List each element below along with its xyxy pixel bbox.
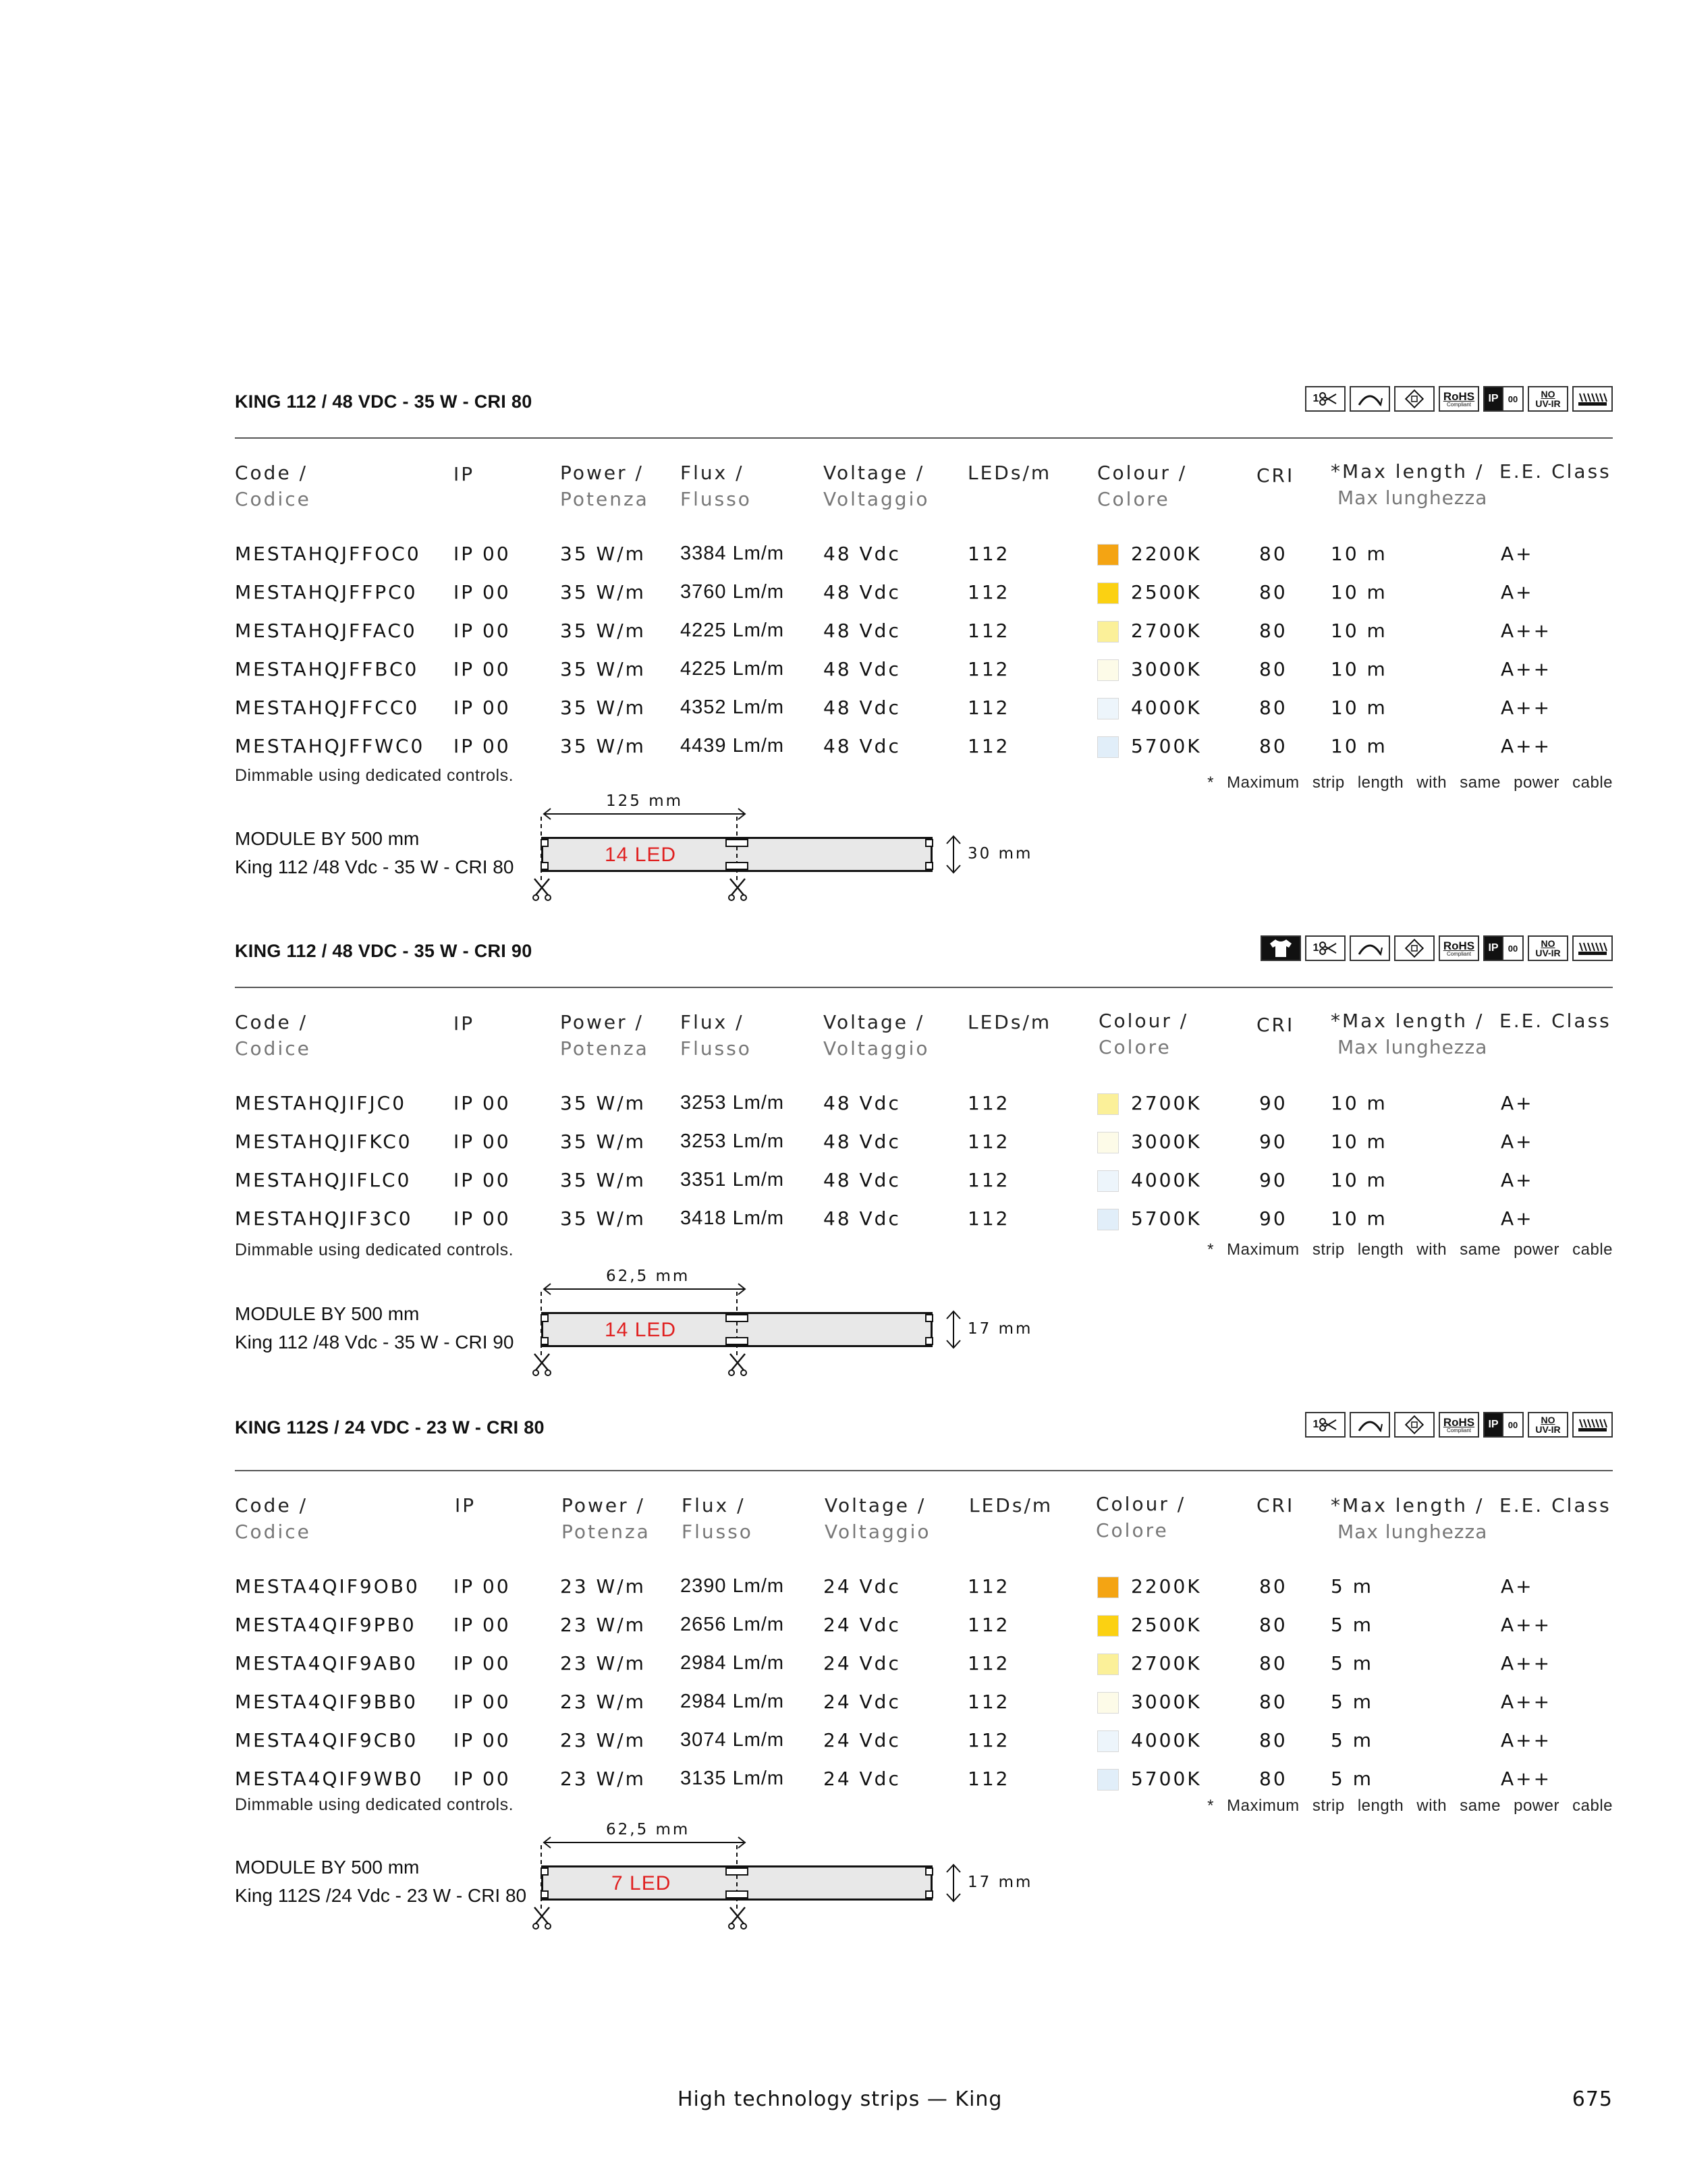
colour-swatch [1097, 1615, 1119, 1637]
rohs-icon: RoHS Compliant [1439, 1412, 1479, 1438]
header-voltage: Voltage / Voltaggio [823, 1011, 930, 1060]
header-cri: CRI [1256, 1014, 1295, 1036]
bendable-icon [1350, 386, 1390, 412]
cell-ip: IP 00 [453, 1092, 511, 1114]
header-cri: CRI [1256, 464, 1295, 487]
colour-swatch [1097, 582, 1119, 604]
width-arrow [943, 1863, 964, 1903]
cell-cri: 80 [1259, 1691, 1288, 1713]
feature-icons [1305, 386, 1613, 416]
cell-power: 23 W/m [560, 1768, 646, 1790]
header-colour: Colour / Colore [1099, 1010, 1189, 1058]
header-code: Code / Codice [235, 462, 311, 510]
cell-leds: 112 [968, 1207, 1010, 1230]
header-cri: CRI [1256, 1494, 1295, 1517]
cell-power: 35 W/m [560, 697, 646, 719]
cell-code: MESTAHQJFFCC0 [235, 697, 420, 719]
cell-colour: 5700K [1131, 1768, 1202, 1790]
ip-rating-icon: IP [1483, 935, 1503, 961]
header-voltage: Voltage / Voltaggio [825, 1494, 931, 1543]
dimmable-icon [1394, 1412, 1435, 1438]
module-subtitle: King 112 /48 Vdc - 35 W - CRI 90 [235, 1332, 514, 1353]
cell-maxlen: 10 m [1331, 1169, 1387, 1191]
colour-swatch [1097, 698, 1119, 719]
cell-code: MESTA4QIF9BB0 [235, 1691, 418, 1713]
cell-power: 35 W/m [560, 1092, 646, 1114]
colour-swatch [1097, 544, 1119, 566]
width-label: 17 mm [968, 1320, 1033, 1338]
cell-code: MESTA4QIF9OB0 [235, 1575, 420, 1598]
cell-power: 23 W/m [560, 1729, 646, 1751]
cell-cri: 90 [1259, 1207, 1288, 1230]
cell-eeclass: A++ [1501, 1652, 1552, 1674]
cell-code: MESTAHQJIFJC0 [235, 1092, 407, 1114]
cell-power: 23 W/m [560, 1652, 646, 1674]
cell-cri: 80 [1259, 543, 1288, 565]
cell-cri: 80 [1259, 1768, 1288, 1790]
cell-ip: IP 00 [453, 581, 511, 603]
cell-ip: IP 00 [453, 1652, 511, 1674]
page-number: 675 [1572, 2087, 1613, 2111]
cell-leds: 112 [968, 1169, 1010, 1191]
scissors-icon [532, 1353, 552, 1377]
cell-flux: 3135 Lm/m [680, 1768, 785, 1789]
module-title: MODULE BY 500 mm [235, 1303, 420, 1324]
cell-voltage: 24 Vdc [823, 1614, 901, 1636]
dimmable-note: Dimmable using dedicated controls. [235, 766, 514, 785]
colour-swatch [1097, 621, 1119, 643]
cell-cri: 80 [1259, 1575, 1288, 1598]
no-uvir-icon: NO UV-IR [1528, 1412, 1568, 1438]
cell-maxlen: 10 m [1331, 620, 1387, 642]
dimmable-note: Dimmable using dedicated controls. [235, 1240, 514, 1259]
cell-ip: IP 00 [453, 1614, 511, 1636]
colour-swatch [1097, 736, 1119, 758]
cell-code: MESTAHQJIFLC0 [235, 1169, 412, 1191]
section-title: KING 112S / 24 VDC - 23 W - CRI 80 [235, 1417, 545, 1438]
cell-eeclass: A+ [1501, 1169, 1534, 1191]
scissors-icon [727, 877, 748, 902]
cell-maxlen: 10 m [1331, 1207, 1387, 1230]
no-uvir-icon: NO UV-IR [1528, 935, 1568, 961]
cell-power: 35 W/m [560, 620, 646, 642]
cell-flux: 3351 Lm/m [680, 1169, 785, 1191]
cell-cri: 80 [1259, 1652, 1288, 1674]
header-code: Code / Codice [235, 1011, 311, 1060]
width-arrow [943, 1309, 964, 1350]
cell-maxlen: 5 m [1331, 1575, 1373, 1598]
cut-length-label: 62,5 mm [606, 1267, 690, 1285]
cell-flux: 3384 Lm/m [680, 543, 785, 564]
cell-flux: 2984 Lm/m [680, 1652, 785, 1674]
header-colour: Colour / Colore [1096, 1493, 1186, 1541]
ip-rating-icon: IP [1483, 1412, 1503, 1438]
scissors-icon [532, 1906, 552, 1930]
header-flux: Flux / Flusso [682, 1494, 753, 1543]
colour-swatch [1097, 1769, 1119, 1791]
cell-code: MESTA4QIF9AB0 [235, 1652, 418, 1674]
cell-eeclass: A+ [1501, 1092, 1534, 1114]
cell-leds: 112 [968, 1614, 1010, 1636]
cell-power: 35 W/m [560, 658, 646, 680]
cell-eeclass: A++ [1501, 1729, 1552, 1751]
cell-maxlen: 10 m [1331, 1130, 1387, 1153]
header-leds: LEDs/m [968, 1011, 1052, 1033]
cell-voltage: 48 Vdc [823, 1207, 901, 1230]
cell-flux: 3760 Lm/m [680, 581, 785, 603]
cell-colour: 2500K [1131, 581, 1202, 603]
cell-flux: 4439 Lm/m [680, 735, 785, 757]
section-title: KING 112 / 48 VDC - 35 W - CRI 80 [235, 391, 532, 412]
cell-colour: 3000K [1131, 1691, 1202, 1713]
cell-colour: 2200K [1131, 543, 1202, 565]
cell-leds: 112 [968, 1092, 1010, 1114]
cell-voltage: 24 Vdc [823, 1729, 901, 1751]
dimmable-icon [1394, 935, 1435, 961]
led-strip-icon [1572, 1412, 1613, 1438]
feature-icons [1261, 935, 1613, 965]
cell-colour: 2700K [1131, 620, 1202, 642]
max-length-footnote: * Maximum strip length with same power cable [1207, 1797, 1613, 1815]
section-title: KING 112 / 48 VDC - 35 W - CRI 90 [235, 941, 532, 961]
cell-leds: 112 [968, 735, 1010, 757]
cell-maxlen: 5 m [1331, 1729, 1373, 1751]
cell-voltage: 48 Vdc [823, 543, 901, 565]
cell-code: MESTAHQJFFBC0 [235, 658, 419, 680]
cell-colour: 4000K [1131, 1729, 1202, 1751]
cell-leds: 112 [968, 1652, 1010, 1674]
cell-code: MESTA4QIF9WB0 [235, 1768, 424, 1790]
cell-eeclass: A+ [1501, 1575, 1534, 1598]
cell-leds: 112 [968, 581, 1010, 603]
header-max-length: *Max length / Max lunghezza [1331, 1494, 1488, 1543]
header-code: Code / Codice [235, 1494, 311, 1543]
header-ip: IP [455, 1494, 476, 1517]
width-arrow [943, 834, 964, 875]
module-subtitle: King 112 /48 Vdc - 35 W - CRI 80 [235, 856, 514, 877]
cell-eeclass: A+ [1501, 1130, 1534, 1153]
rohs-icon: RoHS Compliant [1439, 935, 1479, 961]
cell-eeclass: A++ [1501, 620, 1552, 642]
header-max-length: *Max length / Max lunghezza [1331, 460, 1488, 509]
cell-power: 35 W/m [560, 543, 646, 565]
cell-voltage: 48 Vdc [823, 1130, 901, 1153]
cell-leds: 112 [968, 658, 1010, 680]
cell-code: MESTAHQJIFKC0 [235, 1130, 412, 1153]
cell-colour: 2500K [1131, 1614, 1202, 1636]
led-strip-icon [1572, 935, 1613, 961]
cell-ip: IP 00 [453, 1575, 511, 1598]
cut-length-label: 62,5 mm [606, 1821, 690, 1838]
ip-value-icon: 00 [1503, 386, 1524, 412]
cell-leds: 112 [968, 543, 1010, 565]
cell-power: 23 W/m [560, 1575, 646, 1598]
cell-flux: 4225 Lm/m [680, 620, 785, 641]
width-label: 30 mm [968, 845, 1033, 863]
section-king-112s-cri80 [235, 1417, 1613, 1944]
cell-colour: 2700K [1131, 1652, 1202, 1674]
cell-voltage: 24 Vdc [823, 1768, 901, 1790]
tshirt-icon [1261, 935, 1301, 961]
cell-eeclass: A++ [1501, 1768, 1552, 1790]
cell-maxlen: 10 m [1331, 658, 1387, 680]
no-uvir-icon: NO UV-IR [1528, 386, 1568, 412]
cell-leds: 112 [968, 1691, 1010, 1713]
module-subtitle: King 112S /24 Vdc - 23 W - CRI 80 [235, 1885, 527, 1906]
cell-eeclass: A+ [1501, 543, 1534, 565]
header-ee-class: E.E. Class [1499, 1010, 1611, 1032]
cell-cri: 90 [1259, 1130, 1288, 1153]
cell-code: MESTAHQJFFWC0 [235, 735, 425, 757]
section-king-112-cri90 [235, 938, 1613, 1413]
max-length-footnote: * Maximum strip length with same power cable [1207, 1240, 1613, 1259]
cell-colour: 5700K [1131, 1207, 1202, 1230]
section-rule [235, 987, 1613, 988]
cell-colour: 4000K [1131, 1169, 1202, 1191]
colour-swatch [1097, 1170, 1119, 1192]
cell-power: 35 W/m [560, 1207, 646, 1230]
header-ee-class: E.E. Class [1499, 460, 1611, 483]
section-king-112-cri80 [235, 391, 1613, 918]
cell-flux: 4352 Lm/m [680, 697, 785, 718]
cell-voltage: 48 Vdc [823, 697, 901, 719]
cell-maxlen: 10 m [1331, 735, 1387, 757]
cell-voltage: 24 Vdc [823, 1691, 901, 1713]
cell-cri: 90 [1259, 1092, 1288, 1114]
ip-rating-icon: IP [1483, 386, 1503, 412]
feature-icons [1305, 1412, 1613, 1442]
dimmable-note: Dimmable using dedicated controls. [235, 1795, 514, 1814]
cell-ip: IP 00 [453, 1130, 511, 1153]
cell-cri: 80 [1259, 658, 1288, 680]
cell-leds: 112 [968, 697, 1010, 719]
cell-ip: IP 00 [453, 658, 511, 680]
cell-maxlen: 10 m [1331, 543, 1387, 565]
cell-cri: 80 [1259, 735, 1288, 757]
cell-power: 35 W/m [560, 735, 646, 757]
led-count-label: 7 LED [611, 1872, 671, 1894]
cut-length-label: 125 mm [606, 792, 684, 810]
cell-flux: 4225 Lm/m [680, 658, 785, 680]
cell-ip: IP 00 [453, 620, 511, 642]
scissors-icon [727, 1353, 748, 1377]
cell-ip: IP 00 [453, 1729, 511, 1751]
cell-power: 23 W/m [560, 1614, 646, 1636]
colour-swatch [1097, 1692, 1119, 1714]
header-max-length: *Max length / Max lunghezza [1331, 1010, 1488, 1058]
dimmable-icon [1394, 386, 1435, 412]
cell-voltage: 48 Vdc [823, 1169, 901, 1191]
cell-maxlen: 5 m [1331, 1691, 1373, 1713]
cell-colour: 2700K [1131, 1092, 1202, 1114]
module-title: MODULE BY 500 mm [235, 1857, 420, 1878]
cell-power: 35 W/m [560, 581, 646, 603]
module-label [235, 1853, 526, 1910]
cell-eeclass: A++ [1501, 1691, 1552, 1713]
header-flux: Flux / Flusso [680, 462, 752, 510]
cell-code: MESTAHQJFFAC0 [235, 620, 417, 642]
cell-code: MESTA4QIF9PB0 [235, 1614, 416, 1636]
ip-value-icon: 00 [1503, 1412, 1524, 1438]
cell-colour: 3000K [1131, 658, 1202, 680]
cell-leds: 112 [968, 1768, 1010, 1790]
footer-title: High technology strips — King [677, 2087, 1003, 2111]
cell-leds: 112 [968, 1729, 1010, 1751]
module-label [235, 825, 514, 881]
header-power: Power / Potenza [561, 1494, 651, 1543]
cut-unit-icon: 1 [1305, 1412, 1346, 1438]
cell-eeclass: A+ [1501, 1207, 1534, 1230]
cell-ip: IP 00 [453, 697, 511, 719]
header-ee-class: E.E. Class [1499, 1494, 1611, 1517]
header-voltage: Voltage / Voltaggio [823, 462, 930, 510]
cell-cri: 80 [1259, 1614, 1288, 1636]
width-label: 17 mm [968, 1874, 1033, 1891]
cell-colour: 2200K [1131, 1575, 1202, 1598]
cell-power: 35 W/m [560, 1130, 646, 1153]
cell-maxlen: 5 m [1331, 1614, 1373, 1636]
cell-code: MESTAHQJFFPC0 [235, 581, 418, 603]
cell-flux: 2984 Lm/m [680, 1691, 785, 1712]
header-colour: Colour / Colore [1097, 462, 1188, 510]
cell-voltage: 48 Vdc [823, 1092, 901, 1114]
cell-colour: 3000K [1131, 1130, 1202, 1153]
led-count-label: 14 LED [605, 844, 677, 866]
cell-flux: 3253 Lm/m [680, 1130, 785, 1152]
cell-power: 23 W/m [560, 1691, 646, 1713]
section-rule [235, 437, 1613, 439]
cell-cri: 90 [1259, 1169, 1288, 1191]
cell-eeclass: A++ [1501, 1614, 1552, 1636]
cell-flux: 3418 Lm/m [680, 1207, 785, 1229]
scissors-icon [727, 1906, 748, 1930]
cell-eeclass: A++ [1501, 697, 1552, 719]
cell-eeclass: A++ [1501, 735, 1552, 757]
bendable-icon [1350, 935, 1390, 961]
cell-voltage: 48 Vdc [823, 620, 901, 642]
cell-ip: IP 00 [453, 1207, 511, 1230]
module-label [235, 1300, 514, 1357]
cell-code: MESTAHQJFFOC0 [235, 543, 421, 565]
colour-swatch [1097, 659, 1119, 681]
cell-maxlen: 5 m [1331, 1652, 1373, 1674]
cell-ip: IP 00 [453, 1691, 511, 1713]
colour-swatch [1097, 1654, 1119, 1675]
cell-flux: 3074 Lm/m [680, 1729, 785, 1751]
cell-flux: 2390 Lm/m [680, 1575, 785, 1597]
header-leds: LEDs/m [968, 462, 1052, 484]
cell-cri: 80 [1259, 581, 1288, 603]
cell-voltage: 24 Vdc [823, 1652, 901, 1674]
cell-power: 35 W/m [560, 1169, 646, 1191]
cell-colour: 4000K [1131, 697, 1202, 719]
header-flux: Flux / Flusso [680, 1011, 752, 1060]
scissors-icon [532, 877, 552, 902]
ip-value-icon: 00 [1503, 935, 1524, 961]
cell-ip: IP 00 [453, 1169, 511, 1191]
header-ip: IP [453, 463, 475, 485]
cell-voltage: 48 Vdc [823, 735, 901, 757]
cell-maxlen: 5 m [1331, 1768, 1373, 1790]
led-strip-icon [1572, 386, 1613, 412]
cell-voltage: 48 Vdc [823, 581, 901, 603]
colour-swatch [1097, 1730, 1119, 1752]
colour-swatch [1097, 1093, 1119, 1115]
cell-cri: 80 [1259, 697, 1288, 719]
colour-swatch [1097, 1577, 1119, 1598]
cell-voltage: 24 Vdc [823, 1575, 901, 1598]
header-power: Power / Potenza [560, 462, 649, 510]
cell-code: MESTA4QIF9CB0 [235, 1729, 418, 1751]
header-leds: LEDs/m [969, 1494, 1053, 1517]
led-count-label: 14 LED [605, 1319, 677, 1341]
cell-voltage: 48 Vdc [823, 658, 901, 680]
cell-leds: 112 [968, 1130, 1010, 1153]
cell-maxlen: 10 m [1331, 697, 1387, 719]
cell-flux: 2656 Lm/m [680, 1614, 785, 1635]
cell-eeclass: A++ [1501, 658, 1552, 680]
cell-maxlen: 10 m [1331, 1092, 1387, 1114]
cell-colour: 5700K [1131, 735, 1202, 757]
cell-maxlen: 10 m [1331, 581, 1387, 603]
cut-unit-icon: 1 [1305, 935, 1346, 961]
cell-flux: 3253 Lm/m [680, 1092, 785, 1114]
colour-swatch [1097, 1132, 1119, 1153]
cell-cri: 80 [1259, 1729, 1288, 1751]
cell-leds: 112 [968, 1575, 1010, 1598]
cell-ip: IP 00 [453, 735, 511, 757]
cut-unit-icon: 1 [1305, 386, 1346, 412]
colour-swatch [1097, 1209, 1119, 1230]
bendable-icon [1350, 1412, 1390, 1438]
max-length-footnote: * Maximum strip length with same power cable [1207, 773, 1613, 792]
header-ip: IP [453, 1012, 475, 1035]
cell-cri: 80 [1259, 620, 1288, 642]
module-title: MODULE BY 500 mm [235, 828, 420, 849]
header-power: Power / Potenza [560, 1011, 649, 1060]
cell-eeclass: A+ [1501, 581, 1534, 603]
cell-code: MESTAHQJIF3C0 [235, 1207, 413, 1230]
rohs-icon: RoHS Compliant [1439, 386, 1479, 412]
cell-leds: 112 [968, 620, 1010, 642]
cell-ip: IP 00 [453, 543, 511, 565]
section-rule [235, 1470, 1613, 1471]
cell-ip: IP 00 [453, 1768, 511, 1790]
